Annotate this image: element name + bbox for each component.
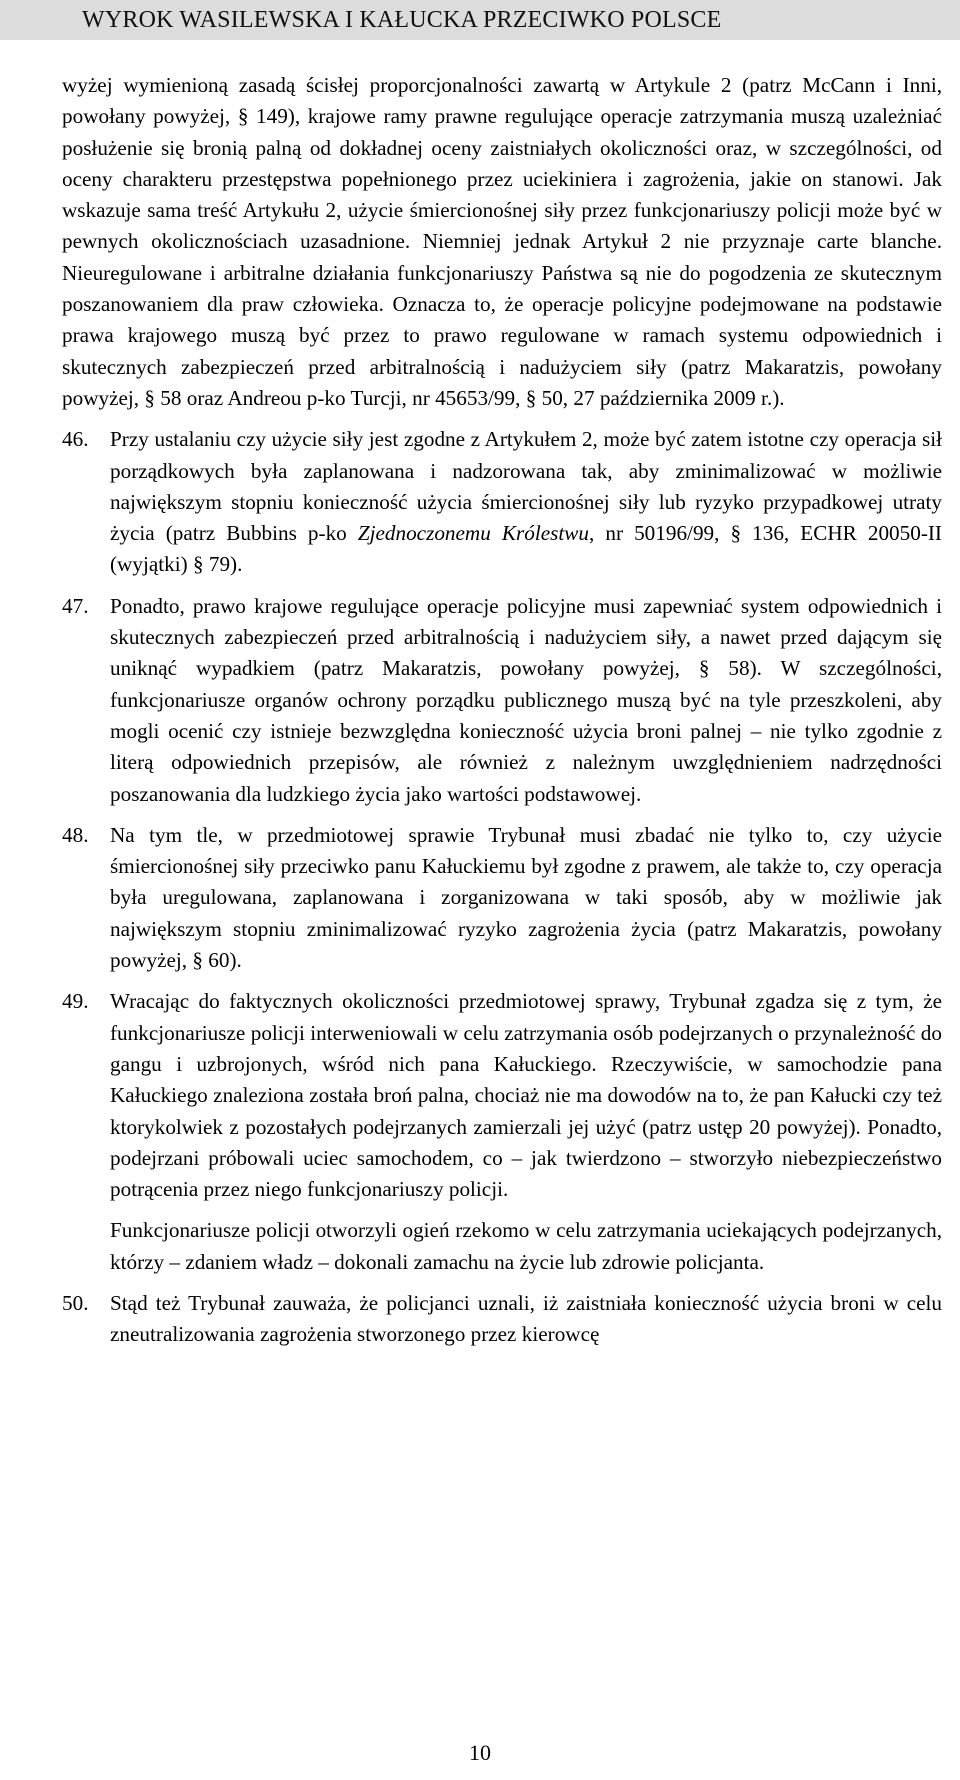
paragraph-49-continuation: Funkcjonariusze policji otworzyli ogień rzekomo w celu zatrzymania uciekających podejrzanych, którzy – zdaniem władz – dokonali zamachu na życie lub zdrowie policjanta. (110, 1218, 942, 1274)
intro-paragraph: wyżej wymienioną zasadą ścisłej proporcjonalności zawartą w Artykule 2 (patrz McCann i Inni, powołany powyżej, § 149), krajowe ramy prawne regulujące operacje zatrzymania muszą uzależniać posłużenie się bronią palną od dokładnej oceny zaistniałych okoliczności oraz, w szczególności, od oceny charakteru przestępstwa popełnionego przez uciekiniera i zagrożenia, jakie on stanowi. Jak wskazuje sama treść Artykułu 2, użycie śmiercionośnej siły przez funkcjonariuszy policji może być w pewnych okolicznościach uzasadnione. Niemniej jednak Artykuł 2 nie przyznaje carte blanche. Nieuregulowane i arbitralne działania funkcjonariuszy Państwa są nie do pogodzenia ze skutecznym poszanowaniem dla praw człowieka. Oznacza to, że operacje policyjne podejmowane na podstawie prawa krajowego muszą być przez to prawo regulowane w ramach systemu odpowiednich i skutecznych zabezpieczeń przed arbitralnością i nadużyciem siły (patrz Makaratzis, powołany powyżej, § 58 oraz Andreou p-ko Turcji, nr 45653/99, § 50, 27 października 2009 r.). (62, 73, 942, 410)
page-number: 10 (469, 1740, 491, 1765)
paragraph-46 (62, 424, 942, 580)
paragraph-text: Ponadto, prawo krajowe regulujące operacje policyjne musi zapewniać system odpowiednich i skutecznych zabezpieczeń przed arbitralnością i nadużyciem siły, a nawet przed dającym się uniknąć wypadkiem (patrz Makaratzis, powołany powyżej, § 58). W szczególności, funkcjonariusze organów ochrony porządku publicznego muszą być na tyle przeszkoleni, aby mogli ocenić czy istnieje bezwzględna konieczność użycia broni palnej – nie tylko zgodnie z literą odpowiednich przepisów, ale również z należnym uwzględnieniem nadrzędności poszanowania dla ludzkiego życia jako wartości podstawowej. (110, 593, 942, 806)
paragraph-48 (62, 820, 942, 976)
running-header (0, 0, 960, 40)
header-title: WYROK WASILEWSKA I KAŁUCKA PRZECIWKO POLSCE (82, 6, 722, 33)
paragraph-50 (62, 1288, 942, 1351)
paragraph-text (110, 424, 942, 580)
document-body (62, 70, 942, 1351)
paragraph-number: 49. (62, 989, 89, 1014)
paragraph-49 (62, 986, 942, 1205)
text-run: Przy ustalaniu czy użycie siły jest zgodne z Artykułem 2, może być zatem istotne czy operacja sił porządkowych była zaplanowana i nadzorowana tak, aby zminimalizować w możliwie największym stopniu konieczność użycia śmiercionośnej siły lub ryzyko przypadkowej utraty życia (patrz Bubbins p-ko (110, 427, 942, 546)
paragraph-number: 48. (62, 822, 89, 847)
paragraph-47 (62, 591, 942, 810)
paragraph-number: 46. (62, 427, 89, 452)
paragraph-text: Na tym tle, w przedmiotowej sprawie Trybunał musi zbadać nie tylko to, czy użycie śmiercionośnej siły przeciwko panu Kałuckiemu był zgodne z prawem, ale także to, czy operacja była uregulowana, zaplanowana i zorganizowana w taki sposób, aby w możliwie jak największym stopniu zminimalizować ryzyko zagrożenia życia (patrz Makaratzis, powołany powyżej, § 60). (110, 822, 942, 973)
text-run: , nr 50196/99, § 136, ECHR 20050-II (wyjątki) § 79). (110, 521, 942, 577)
paragraph-number: 47. (62, 593, 89, 618)
paragraph-text: Stąd też Trybunał zauważa, że policjanci uznali, iż zaistniała konieczność użycia broni w celu zneutralizowania zagrożenia stworzonego przez kierowcę (110, 1290, 942, 1347)
case-name-italic: Zjednoczonemu Królestwu (357, 521, 590, 546)
paragraph-text: Wracając do faktycznych okoliczności przedmiotowej sprawy, Trybunał zgadza się z tym, że funkcjonariusze policji interweniowali w celu zatrzymania osób podejrzanych o przynależność do gangu i uzbrojonych, wśród nich pana Kałuckiego. Rzeczywiście, w samochodzie pana Kałuckiego znaleziona została broń palna, chociaż nie ma dowodów na to, że pan Kałucki czy też ktorykolwiek z pozostałych podejrzanych zamierzali jej użyć (patrz ustęp 20 powyżej). Ponadto, podejrzani próbowali uciec samochodem, co – jak twierdzono – stworzyło niebezpieczeństwo potrącenia przez niego funkcjonariuszy policji. (110, 989, 942, 1202)
paragraph-number: 50. (62, 1290, 89, 1315)
